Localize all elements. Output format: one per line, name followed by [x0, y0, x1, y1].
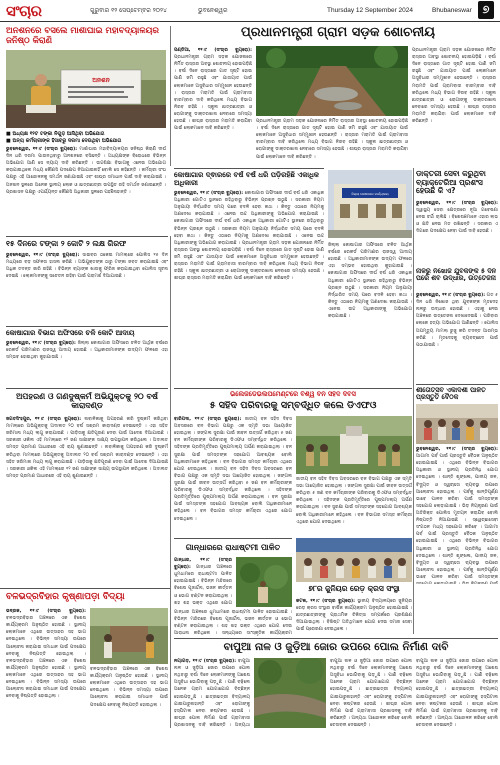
junior-text: ସ୍ଥାନୀୟ ବିଦ୍ୟାଳୟରେ ଜୁନିୟର ରେଡ଼ କ୍ରସ ସଂସ୍ଥାର ବାର୍ଷିକ କାର୍ଯ୍ୟକ୍ରମ ଅନୁଷ୍ଠିତ ହୋଇଯାଇଛି । ଛାତ୍ରଛାତ୍ରୀଙ୍କୁ ପ୍ରାଥମିକ ଚିକିତ୍ସା ସମ୍ପର୍କରେ ପ୍ରଶିକ୍ଷଣ ଦିଆଯାଇଥିଲା । ବିଶିଷ୍ଟ ଅତିଥିମାନେ ଯୋଗ ଦେଇ ସମାଜ ସେବା ପାଇଁ ପ୍ରେରଣା ଦେଇଥିଲେ । — [296, 599, 412, 633]
accused-text: ନାବାଳିକାକୁ ଅପହରଣ କରି ଦୁଷ୍କର୍ମ କରିଥିବା ମାମଲାରେ ଅଭିଯୁକ୍ତକୁ ଅଦାଲତ ୨୦ ବର୍ଷ ସଶ୍ରମ କାରାଦଣ୍ଡ ଦେଇଛନ୍ତି । ଏହା ସହିତ ଜରିମାନା ମଧ୍ୟ ଲାଗୁ କରାଯାଇଛି । ପୀଡ଼ିତାକୁ କ୍ଷତିପୂରଣ ଦେବା ପାଇଁ ଆଦେଶ ଦିଆଯାଇଛି । ସରକାରୀ ଓକିଲ ଏହି ମାମଲାରେ ୧୨ ଜଣ ସାକ୍ଷୀଙ୍କ ସାକ୍ଷ୍ୟ ଉପସ୍ଥାପନ କରିଥିଲେ । ଅଦାଲତ ସମସ୍ତ ପ୍ରମାଣ ଆଧାରରେ ଏହି ରାୟ ଶୁଣାଇଛନ୍ତି । — [6, 417, 168, 451]
farmers-photo-image — [90, 608, 168, 664]
farmers-body-col2 — [90, 666, 168, 728]
martyrs-body-col2 — [296, 476, 412, 534]
bridge-body-col1 — [174, 658, 250, 728]
bank-text: କୋଷାଗାର ଅଫିସରେ ଦୀର୍ଘ ବର୍ଷ ଧରି ଏକାଧିକ ଅଧିକାରୀ ଗୋଟିଏ ସ୍ଥାନରେ ରହିଥିବାରୁ ବିଭିନ୍ନ ପ୍ରଶ୍ନ ଉଠୁଛି । ସରକାରୀ ନିୟମ ଅନୁଯାୟୀ ନିର୍ଦ୍ଧାରିତ ସମୟ ପରେ ବଦଳି ହେବା କଥା । କିନ୍ତୁ ଏଠାରେ ନିୟମକୁ ଅଣଦେଖା କରାଯାଉଛି । ଏନେଇ ଉଚ୍ଚ ଅଧିକାରୀଙ୍କୁ ଅଭିଯୋଗ କରାଯାଇଛି । — [174, 191, 324, 218]
farmers-body — [6, 608, 86, 728]
loans-body — [6, 252, 168, 324]
stream-photo-image — [254, 658, 326, 728]
ganja-text: ଗାନ୍ଧାର ଅଞ୍ଚଳରେ ଧୁମଧାମରେ ରାଧାଷ୍ଟମୀ ପାଳିତ ହୋଇଯାଇଛି । ବିଭିନ୍ନ ମନ୍ଦିରରେ ବିଶେଷ ପୂଜାର୍ଚ୍ଚନା, ଭଜନ କୀର୍ତ୍ତନ ଓ ଭୋଗ ବଣ୍ଟନ କରାଯାଇଥିଲା । ଶହ ଶହ ଭକ୍ତ ଏଥିରେ ଯୋଗ — [174, 565, 232, 606]
pension-body — [416, 200, 498, 266]
office-sign-text: ଜିଲ୍ଲା କୋଷାଗାର କାର୍ଯ୍ୟାଳୟ — [351, 192, 389, 196]
farmers-dateline: ଭଦ୍ରକ, ୧୧।୯ (ସଂଚାର ବ୍ୟୁରୋ): — [6, 609, 86, 614]
bridge-text-col3: ବାପୁଆ ନାଳ ଓ ଜୁଡ଼ିଆ ଜୋର ଉପରେ ପୋଲ ନଥିବାରୁ ବର୍ଷା ଦିନେ ଲୋକମାନଙ୍କୁ ଅଶେଷ ଅସୁବିଧା ଭୋଗିବାକୁ ପଡ଼ୁଛି । ପାଣି ବଢ଼ିଲେ ଅନେକ ଗ୍ରାମ ଯୋଗାଯୋଗ ବିଚ୍ଛିନ୍ନ ହୋଇପଡ଼ୁଛି । ଛାତ୍ରଛାତ୍ରୀ ବିଦ୍ୟାଳୟ ଯାଇପାରୁନାହାନ୍ତି ଏବଂ ରୋଗୀଙ୍କୁ ହସ୍ପିଟାଲ ନେବା କଷ୍ଟକର ହେଉଛି । ଶୀଘ୍ର ପୋଲ ନିର୍ମାଣ ପାଇଁ ଗ୍ରାମବାସୀ ପ୍ରଶାସନକୁ ଦାବି କରିଛନ୍ତି । ଅନ୍ୟଥା ଆନ୍ଦୋଳନ କରିବେ ବୋଲି ଚେତାବନୀ ଦେଇଛନ୍ତି । — [416, 659, 498, 728]
bridge-dateline: ନୟାଗଡ଼, ୧୧।୯ (ସଂଚାର ବ୍ୟୁରୋ): — [174, 659, 237, 664]
bank-dateline: ଭୁବନେଶ୍ୱର, ୧୧।୯ (ସଂଚାର ବ୍ୟୁରୋ): — [174, 191, 244, 196]
city-english: Bhubaneswar — [432, 7, 472, 14]
bridge-body-col2 — [330, 658, 412, 728]
bridge-body-col3 — [416, 658, 498, 728]
teej-text: ଆଗାମୀ ପର୍ବ ପାଇଁ ପ୍ରସ୍ତୁତି ବୈଠକ ଅନୁଷ୍ଠିତ ହୋଇଯାଇଛି । ଏଥିରେ ବିଭିନ୍ନ ବିଭାଗର ଅଧିକାରୀ ଓ ସ୍ଥାନୀୟ ପ୍ରତିନିଧି ଯୋଗ ଦେଇଥିଲେ । ଶାନ୍ତି ଶୃଙ୍ଖଳା, ପାନୀୟ ଜଳ, ବିଦ୍ୟୁତ ଓ ସ୍ୱଚ୍ଛତା ବ୍ୟବସ୍ଥା ଉପରେ ଆଲୋଚନା ହୋଇଥିଲା । ପର୍ବକୁ ଶାନ୍ତିପୂର୍ଣ୍ଣ ଭାବେ ପାଳନ କରିବା ପାଇଁ ସମସ୍ତଙ୍କ ସହଯୋଗ ଲୋଡ଼ାଯାଇଛି । ଭିଡ଼ ନିୟନ୍ତ୍ରଣ ପାଇଁ ଅତିରିକ୍ତ ପୋଲିସ ମୁତୟନ କରାଯିବ ବୋଲି ନିଷ୍ପତ୍ତି ନିଆଯାଇଛି । ସ୍ୱେଚ୍ଛାସେବୀ ସଂଗଠନ ମଧ୍ୟ ସହଯୋଗ କରିବେ । — [416, 454, 498, 531]
farmers-photo — [90, 608, 168, 664]
pension-text: ସ୍ୱାସ୍ଥ୍ୟ ସେବା କ୍ଷେତ୍ରରେ ନୂଆ ଗବେଷଣା ନେଇ ଚର୍ଚ୍ଚା ଚାଲିଛି । ବିଶେଷଜ୍ଞମାନେ ଏହାର ଲାଭ ଓ କ୍ଷତି ନେଇ ମତ ରଖିଛନ୍ତି । ସରକାର ଏ ଦିଗରେ ପଦକ୍ଷେପ ନେବା ପାଇଁ ଦାବି ହେଉଛି । — [416, 208, 498, 235]
protest-body — [6, 146, 166, 234]
masthead — [0, 0, 500, 22]
red-cross-photo-image — [296, 538, 412, 582]
office-photo-text — [328, 242, 412, 385]
bus-headline: ନାଳରୁ ନିଖୋଜ ଯୁବକଙ୍କ ୫ ଦିନ ପରେ ଶବ ଉଦ୍ଧାର, ଉତ୍ତେଜନା — [416, 268, 497, 283]
loans-headline: ୧୫ ଦିନରେ ଟଙ୍କା ୨ କୋଟି ୨ ଲକ୍ଷ ଗିରଫ — [6, 240, 127, 248]
page-number: ୭ — [478, 1, 494, 19]
bus-text: ଗତ ୫ ଦିନ ଧରି ନିଖୋଜ ଥିବା ଯୁବକଙ୍କ ମୃତଦେହ ନାଳରୁ ଉଦ୍ଧାର ହୋଇଛି । ଏହାକୁ ନେଇ ଅଞ୍ଚଳରେ ଉତ୍ତେଜନା ଦେଖାଦେଇଛି । ପରିବାର ଲୋକେ ହତ୍ୟା ଅଭିଯୋଗ ଆଣିଛନ୍ତି । ପୋଲିସ ଅପମୃତ୍ୟୁ ମାମଲା ରୁଜୁ କରି ତଦନ୍ତ ଆରମ୍ଭ କରିଛି । ମୃତଦେହକୁ ବ୍ୟବଚ୍ଛେଦ ପାଇଁ ପଠାଯାଇଛି । — [416, 293, 498, 348]
martyrs-body — [174, 416, 292, 534]
ganja-headline: ଗାନ୍ଧାରରେ ରାଧାଷ୍ଟମୀ ପାଳିତ — [185, 543, 281, 552]
protest-photo-image — [6, 50, 166, 128]
pmgsy-text-3: ପ୍ରଧାନମନ୍ତ୍ରୀ ଗ୍ରାମ ସଡ଼କ ଯୋଜନାରେ ନିର୍ମିତ ରାସ୍ତାର ଅବସ୍ଥା ଶୋଚନୀୟ ହୋଇପଡ଼ିଛି । ବର୍ଷା ଦିନେ ରାସ୍ତାରେ ଗାତ ସୃଷ୍ଟି ହୋଇ ପାଣି ଜମି ରହୁଛି ଏବଂ ଯାତାୟାତ ପାଇଁ ଲୋକମାନେ ଅସୁବିଧାର ସମ୍ମୁଖୀନ ହେଉଛନ୍ତି । ରାସ୍ତାର ମରାମତି ପାଇଁ ଗ୍ରାମବାସୀ ବାରମ୍ବାର ଦାବି କରିଥିଲେ ମଧ୍ୟ ବିଭାଗ ନିରବ ରହିଛି । ସ୍କୁଲ ଛାତ୍ରଛାତ୍ରୀ ଓ ରୋଗୀଙ୍କୁ ଡାକ୍ତରଖାନା ନେବାରେ ସମସ୍ୟା ହେଉଛି । ଶୀଘ୍ର ରାସ୍ତାର ମରାମତି କରାଯିବା ପାଇଁ ଲୋକମାନେ ଦାବି କରିଛନ୍ତି । — [256, 119, 408, 160]
protest-photo — [6, 50, 166, 128]
teej-dateline: ଭୁବନେଶ୍ୱର, ୧୧।୯ (ସଂଚାର ବ୍ୟୁରୋ): — [416, 447, 498, 452]
road-photo-image — [256, 46, 408, 116]
bridge-text-col2: ବାପୁଆ ନାଳ ଓ ଜୁଡ଼ିଆ ଜୋର ଉପରେ ପୋଲ ନଥିବାରୁ ବର୍ଷା ଦିନେ ଲୋକମାନଙ୍କୁ ଅଶେଷ ଅସୁବିଧା ଭୋଗିବାକୁ ପଡ଼ୁଛି । ପାଣି ବଢ଼ିଲେ ଅନେକ ଗ୍ରାମ ଯୋଗାଯୋଗ ବିଚ୍ଛିନ୍ନ ହୋଇପଡ଼ୁଛି । ଛାତ୍ରଛାତ୍ରୀ ବିଦ୍ୟାଳୟ ଯାଇପାରୁନାହାନ୍ତି ଏବଂ ରୋଗୀଙ୍କୁ ହସ୍ପିଟାଲ ନେବା କଷ୍ଟକର ହେଉଛି । ଶୀଘ୍ର ପୋଲ ନିର୍ମାଣ ପାଇଁ ଗ୍ରାମବାସୀ ପ୍ରଶାସନକୁ ଦାବି କରିଛନ୍ତି । ଅନ୍ୟଥା ଆନ୍ଦୋଳନ କରିବେ ବୋଲି ଚେତାବନୀ ଦେଇଛନ୍ତି । — [330, 659, 412, 728]
protest-banner-text: ଅନଶନ — [92, 77, 110, 84]
ganja-photo-image — [236, 557, 292, 607]
pension-dateline: ଭୁବନେଶ୍ୱର, ୧୧।୯ (ସଂଚାର ବ୍ୟୁରୋ): — [416, 201, 498, 206]
accused-text-cont: ନାବାଳିକାକୁ ଅପହରଣ କରି ଦୁଷ୍କର୍ମ କରିଥିବା ମାମଲାରେ ଅଭିଯୁକ୍ତକୁ ଅଦାଲତ ୨୦ ବର୍ଷ ସଶ୍ରମ କାରାଦଣ୍ଡ ଦେଇଛନ୍ତି । ଏହା ସହିତ ଜରିମାନା ମଧ୍ୟ ଲାଗୁ କରାଯାଇଛି । ପୀଡ଼ିତାକୁ କ୍ଷତିପୂରଣ ଦେବା ପାଇଁ ଆଦେଶ ଦିଆଯାଇଛି । ସରକାରୀ ଓକିଲ ଏହି ମାମଲାରେ ୧୨ ଜଣ ସାକ୍ଷୀଙ୍କ ସାକ୍ଷ୍ୟ ଉପସ୍ଥାପନ କରିଥିଲେ । ଅଦାଲତ ସମସ୍ତ ପ୍ରମାଣ ଆଧାରରେ ଏହି ରାୟ ଶୁଣାଇଛନ୍ତି । — [6, 445, 168, 479]
protest-bullet-2: ■ ଅନ୍ୟ କର୍ମଚାରୀଙ୍କ ହିସାବରୁ ଦରମା ଦେଉଥିବା ଅଭିଯୋଗ — [6, 138, 122, 144]
teej-body — [416, 446, 498, 584]
accused-headline: ଅପହରଣ ଓ ଗଣଦୁଷ୍କର୍ମ ଅଭିଯୁକ୍ତକୁ ୨୦ ବର୍ଷ କାରାଦଣ୍ଡ — [16, 392, 158, 411]
bridge-photo — [254, 658, 326, 728]
pmgsy-text: ପ୍ରଧାନମନ୍ତ୍ରୀ ଗ୍ରାମ ସଡ଼କ ଯୋଜନାରେ ନିର୍ମିତ ରାସ୍ତାର ଅବସ୍ଥା ଶୋଚନୀୟ ହୋଇପଡ଼ିଛି । ବର୍ଷା ଦିନେ ରାସ୍ତାରେ ଗାତ ସୃଷ୍ଟି ହୋଇ ପାଣି ଜମି ରହୁଛି ଏବଂ ଯାତାୟାତ ପାଇଁ ଲୋକମାନେ ଅସୁବିଧାର ସମ୍ମୁଖୀନ ହେଉଛନ୍ତି । ରାସ୍ତାର ମରାମତି ପାଇଁ ଗ୍ରାମବାସୀ ବାରମ୍ବାର ଦାବି କରିଥିଲେ ମଧ୍ୟ ବିଭାଗ ନିରବ ରହିଛି । ସ୍କୁଲ ଛାତ୍ରଛାତ୍ରୀ ଓ ରୋଗୀଙ୍କୁ ଡାକ୍ତରଖାନା ନେବାରେ ସମସ୍ୟା ହେଉଛି । ଶୀଘ୍ର ରାସ୍ତାର ମରାମତି କରାଯିବା ପାଇଁ ଲୋକମାନେ ଦାବି କରିଛନ୍ତି । — [174, 55, 252, 132]
protest-text: ମାର୍ଶାଘାଇ ମହାବିଦ୍ୟାଳୟର ଜନିଷ୍ଠ କିରାଣି ଦୀର୍ଘ ଦିନ ଧରି ଦରମା ପାଉନଥିବାରୁ ଅନଶନରେ ବସିଛନ୍ତି । ଅଧ୍ୟକ୍ଷଙ୍କ ବିରୋଧରେ ବିଭିନ୍ନ ଅଭିଯୋଗ ଆଣି ସେ ନ୍ୟାୟ ଦାବି କରିଛନ୍ତି । ଉଚ୍ଚଶିକ୍ଷା ବିଭାଗକୁ ଏନେଇ ଅଭିଯୋଗ କରାଯାଇଥିଲେ ମଧ୍ୟ କୌଣସି ପଦକ୍ଷେପ ନିଆଯାଇନାହିଁ ବୋଲି ସେ କହିଛନ୍ତି । କର୍ମଚାରୀ ସଂଘ ପକ୍ଷରୁ ଏହି ଆନ୍ଦୋଳନକୁ ସମର୍ଥନ ଜଣାଯାଇଛି ଏବଂ ଶୀଘ୍ର ସମାଧାନ ପାଇଁ ଦାବି କରାଯାଇଛି । ଅନଶନ ସ୍ଥଳରେ ଅନେକ ସ୍ଥାନୀୟ ଲୋକ ଓ ଛାତ୍ରଛାତ୍ରୀ ଉପସ୍ଥିତ ରହି ସମର୍ଥନ ଜଣାଇଛନ୍ତି । ପ୍ରଶାସନ ପକ୍ଷରୁ ଏପର୍ଯ୍ୟନ୍ତ କୌଣସି ଅଧିକାରୀ ସ୍ଥଳରେ ପହଞ୍ଚିନାହାନ୍ତି । — [6, 147, 166, 195]
date-odia: ଗୁରୁବାର ୧୨ ସେପ୍ଟେମ୍ବର ୨୦୨୪ — [90, 7, 167, 14]
ganja-text-col2: ଗାନ୍ଧାର ଅଞ୍ଚଳରେ ଧୁମଧାମରେ ରାଧାଷ୍ଟମୀ ପାଳିତ ହୋଇଯାଇଛି । ବିଭିନ୍ନ ମନ୍ଦିରରେ ବିଶେଷ ପୂଜାର୍ଚ୍ଚନା, ଭଜନ କୀର୍ତ୍ତନ ଓ ଭୋଗ ବଣ୍ଟନ କରାଯାଇଥିଲା । ଶହ ଶହ ଭକ୍ତ ଏଥିରେ ଯୋଗ ଦେଇ ଆରାଧନା କରିଥିଲେ । ସନ୍ଧ୍ୟାରେ ସାଂସ୍କୃତିକ କାର୍ଯ୍ୟକ୍ରମ — [174, 610, 292, 636]
office-headline: କୋଷାଗାର ବିଭାଗ ଅଫିସରେ ଚଳି କୋଟି ଆଦାୟ — [6, 329, 135, 337]
office-photo-text-1: ଜିଲ୍ଲା କୋଷାଗାର ଅଫିସରେ ଚଳିତ ଆର୍ଥିକ ବର୍ଷରେ ରେକର୍ଡ ପରିମାଣର ରାଜସ୍ୱ ଆଦାୟ ହୋଇଛି । ଅଧିକାରୀମାନଙ୍କ ଉଦ୍ୟମ ଫଳରେ ଏହା ସମ୍ଭବ ହୋଇଥିବା କୁହାଯାଉଛି । — [328, 243, 412, 270]
martyrs-text-col2: ଜାତୀୟ ବନ ସହିଦ ଦିବସ ଅବସରରେ ବନ ବିଭାଗ ପକ୍ଷରୁ ଏକ ସ୍ମୃତି ସଭା ଆୟୋଜିତ ହୋଇଥିଲା । ଜଙ୍ଗଲ ସୁରକ୍ଷା ପାଇଁ ଜୀବନ ଉତ୍ସର୍ଗ କରିଥିବା ୫ ଜଣ ବନ କର୍ମଚାରୀଙ୍କ ପରିବାରକୁ ଡିଏଫଓ ସମ୍ବର୍ଦ୍ଧିତ କରିଥିଲେ । ସହିଦଙ୍କ ପ୍ରତିମୂର୍ତ୍ତିରେ ପୁଷ୍ପମାଲ୍ୟ ଅର୍ପଣ କରାଯାଇଥିଲା । ବନ ସୁରକ୍ଷା ପାଇଁ ସମସ୍ତଙ୍କ ସହଯୋଗ ଆବଶ୍ୟକ ବୋଲି ଅଧିକାରୀମାନେ କହିଥିଲେ । ବନ ବିଭାଗର ସମସ୍ତ କର୍ମଚାରୀ ଏଥିରେ ଯୋଗ ଦେଇଥିଲେ । — [296, 477, 412, 525]
junior-photo — [296, 538, 412, 582]
office-dateline: ଭୁବନେଶ୍ୱର, ୧୧।୯ (ସଂଚାର ବ୍ୟୁରୋ): — [6, 341, 76, 346]
farmers-headline: ବଳଭଦ୍ରବିହାର କୃଷ୍ଣାପଡ଼ା ବିଦ୍ୟା — [6, 592, 125, 602]
bank-text-cont: କୋଷାଗାର ଅଫିସରେ ଦୀର୍ଘ ବର୍ଷ ଧରି ଏକାଧିକ ଅଧିକାରୀ ଗୋଟିଏ ସ୍ଥାନରେ ରହିଥିବାରୁ ବିଭିନ୍ନ ପ୍ରଶ୍ନ ଉଠୁଛି । ସରକାରୀ ନିୟମ ଅନୁଯାୟୀ ନିର୍ଦ୍ଧାରିତ ସମୟ ପରେ ବଦଳି ହେବା କଥା । କିନ୍ତୁ ଏଠାରେ ନିୟମକୁ ଅଣଦେଖା କରାଯାଉଛି । ଏନେଇ ଉଚ୍ଚ ଅଧିକାରୀଙ୍କୁ ଅଭିଯୋଗ କରାଯାଇଛି । — [174, 219, 324, 246]
martyrs-dateline: ବାରିପଦା, ୧୧।୯ (ସଂଚାର ବ୍ୟୁରୋ): — [174, 417, 242, 422]
pension-headline: ଡାକ୍ତରୀ ସେବା କରୁଥିବା ବ୍ୟାକ୍ଟେରିଆ ପ୍ରଶଂସ ହେଉଛି କି ଏ? — [416, 170, 486, 196]
bank-headline: କୋଷାଗାର ଦ୍ଵାରରେ ବର୍ଷ ବର୍ଷ ଧରି ପଡ଼ିରହିଛି ଏକାଧିକ ଅଧିକାରୀ — [174, 171, 319, 188]
protest-headline: ଅନଶନରେ ବସିଲେ ମାର୍ଶାଘାଇ ମହାବିଦ୍ୟାଳୟର ଜନିଷ୍ଠ କିରାଣି — [6, 27, 159, 46]
loans-dateline: ଭୁବନେଶ୍ୱର, ୧୧।୯ (ସଂଚାର ବ୍ୟୁରୋ): — [6, 253, 80, 258]
ceremony-photo-image — [296, 416, 412, 474]
newspaper-logo: ସଂଚାର — [6, 2, 42, 20]
date-english: Thursday 12 September 2024 — [327, 7, 413, 14]
farmers-text-cont: ବଳଭଦ୍ରବିହାର ଅଞ୍ଚଳରେ ଏକ ବିଶେଷ କାର୍ଯ୍ୟକ୍ରମ ଅନୁଷ୍ଠିତ ହୋଇଛି । ସ୍ଥାନୀୟ ଲୋକମାନେ ଏଥିରେ ଉତ୍ସାହର ସହ ଭାଗ ନେଇଥିଲେ । ବିଭିନ୍ନ ସମସ୍ୟା ଉପରେ ଆଲୋଚନା କରାଯାଇ ସମାଧାନ ପାଇଁ ପଦକ୍ଷେପ ନେବାକୁ ନିଷ୍ପତ୍ତି ହୋଇଥିଲା । — [6, 658, 86, 700]
bank-text-cont2: ପ୍ରଧାନମନ୍ତ୍ରୀ ଗ୍ରାମ ସଡ଼କ ଯୋଜନାରେ ନିର୍ମିତ ରାସ୍ତାର ଅବସ୍ଥା ଶୋଚନୀୟ ହୋଇପଡ଼ିଛି । ବର୍ଷା ଦିନେ ରାସ୍ତାରେ ଗାତ ସୃଷ୍ଟି ହୋଇ ପାଣି ଜମି ରହୁଛି ଏବଂ ଯାତାୟାତ ପାଇଁ ଲୋକମାନେ ଅସୁବିଧାର ସମ୍ମୁଖୀନ ହେଉଛନ୍ତି । ରାସ୍ତାର ମରାମତି ପାଇଁ ଗ୍ରାମବାସୀ ବାରମ୍ବାର ଦାବି କରିଥିଲେ ମଧ୍ୟ ବିଭାଗ ନିରବ ରହିଛି । ସ୍କୁଲ ଛାତ୍ରଛାତ୍ରୀ ଓ ରୋଗୀଙ୍କୁ ଡାକ୍ତରଖାନା ନେବାରେ ସମସ୍ୟା ହେଉଛି । ଶୀଘ୍ର ରାସ୍ତାର ମରାମତି କରାଯିବା ପାଇଁ ଲୋକମାନେ ଦାବି କରିଛନ୍ତି । — [174, 240, 324, 282]
bus-body — [416, 292, 498, 382]
martyrs-photo — [296, 416, 412, 474]
loans-text: ସାଇବର ଠକେଇ ମାମଲାରେ ପୋଲିସ ୧୫ ଦିନ ମଧ୍ୟରେ ବଡ଼ ସଫଳତା ହାସଲ କରିଛି । ଅଭିଯୁକ୍ତଙ୍କ ଠାରୁ ଟଙ୍କା ଜବତ କରାଯାଇଛି ଏବଂ ଅଧିକ ତଦନ୍ତ ଜାରି ରହିଛି । ବିଭିନ୍ନ ବ୍ୟାଙ୍କ ଖାତାକୁ ଫ୍ରିଜ କରାଯାଇଥିବା ପୋଲିସ ସୂଚନା ଦେଇଛି । ଲୋକମାନଙ୍କୁ ସଚେତନ ରହିବା ପାଇଁ ପରାମର୍ଶ ଦିଆଯାଇଛି । — [6, 253, 168, 280]
bus-dateline: ଭୁବନେଶ୍ୱର, ୧୧।୯ (ସଂଚାର ବ୍ୟୁରୋ): — [416, 293, 486, 298]
pmgsy-body-col2 — [412, 47, 496, 167]
bridge-text: ବାପୁଆ ନାଳ ଓ ଜୁଡ଼ିଆ ଜୋର ଉପରେ ପୋଲ ନଥିବାରୁ ବର୍ଷା ଦିନେ ଲୋକମାନଙ୍କୁ ଅଶେଷ ଅସୁବିଧା ଭୋଗିବାକୁ ପଡ଼ୁଛି । ପାଣି ବଢ଼ିଲେ ଅନେକ ଗ୍ରାମ ଯୋଗାଯୋଗ ବିଚ୍ଛିନ୍ନ ହୋଇପଡ଼ୁଛି । ଛାତ୍ରଛାତ୍ରୀ ବିଦ୍ୟାଳୟ ଯାଇପାରୁନାହାନ୍ତି ଏବଂ ରୋଗୀଙ୍କୁ ହସ୍ପିଟାଲ ନେବା କଷ୍ଟକର ହେଉଛି । ଶୀଘ୍ର ପୋଲ ନିର୍ମାଣ ପାଇଁ ଗ୍ରାମବାସୀ ପ୍ରଶାସନକୁ ଦାବି କରିଛନ୍ତି । ଅନ୍ୟଥା — [174, 659, 250, 728]
office-text: ଜିଲ୍ଲା କୋଷାଗାର ଅଫିସରେ ଚଳିତ ଆର୍ଥିକ ବର୍ଷରେ ରେକର୍ଡ ପରିମାଣର ରାଜସ୍ୱ ଆଦାୟ ହୋଇଛି । ଅଧିକାରୀମାନଙ୍କ ଉଦ୍ୟମ ଫଳରେ ଏହା ସମ୍ଭବ ହୋଇଥିବା କୁହାଯାଉଛି । — [6, 341, 168, 361]
office-building-image — [328, 170, 412, 238]
ganja-body-col2 — [174, 609, 292, 636]
office-photo-text-2: କୋଷାଗାର ଅଫିସରେ ଦୀର୍ଘ ବର୍ଷ ଧରି ଏକାଧିକ ଅଧିକାରୀ ଗୋଟିଏ ସ୍ଥାନରେ ରହିଥିବାରୁ ବିଭିନ୍ନ ପ୍ରଶ୍ନ ଉଠୁଛି । ସରକାରୀ ନିୟମ ଅନୁଯାୟୀ ନିର୍ଦ୍ଧାରିତ ସମୟ ପରେ ବଦଳି ହେବା କଥା । କିନ୍ତୁ ଏଠାରେ ନିୟମକୁ ଅଣଦେଖା କରାଯାଉଛି । ଏନେଇ ଉଚ୍ଚ ଅଧିକାରୀଙ୍କୁ ଅଭିଯୋଗ କରାଯାଇଛି । — [328, 271, 412, 320]
meeting-photo-image — [416, 404, 498, 444]
ganja-body-col1 — [174, 557, 232, 607]
martyrs-kicker: ଭିଲେଜଡେଭଲପମେଣ୍ଟରେ ବିଶ୍ୱ ବନ ସହିଦ ଦିବସ — [230, 391, 356, 398]
protest-dateline: ଭୁବନେଶ୍ୱର, ୧୧।୯ (ସଂଚାର ବ୍ୟୁରୋ): — [6, 147, 78, 152]
office-photo — [328, 170, 412, 238]
city-odia: ଭୁବନେଶ୍ୱର — [198, 7, 228, 14]
ganja-photo — [236, 557, 292, 607]
protest-bullet-1: ■ ଅଧ୍ୟକ୍ଷ ୧୨ଟ ଟଙ୍କା ନିଗୁଡ଼ ଆସିଥିବା ଅଭିଯୋଗ — [6, 131, 105, 137]
pmgsy-body-col1 — [174, 47, 252, 167]
pmgsy-photo — [256, 46, 408, 116]
martyrs-text-cont: ଜାତୀୟ ବନ ସହିଦ ଦିବସ ଅବସରରେ ବନ ବିଭାଗ ପକ୍ଷରୁ ଏକ ସ୍ମୃତି ସଭା ଆୟୋଜିତ ହୋଇଥିଲା । ଜଙ୍ଗଲ ସୁରକ୍ଷା ପାଇଁ ଜୀବନ ଉତ୍ସର୍ଗ କରିଥିବା ୫ ଜଣ ବନ କର୍ମଚାରୀଙ୍କ ପରିବାରକୁ ଡିଏଫଓ ସମ୍ବର୍ଦ୍ଧିତ କରିଥିଲେ । ସହିଦଙ୍କ ପ୍ରତିମୂର୍ତ୍ତିରେ ପୁଷ୍ପମାଲ୍ୟ ଅର୍ପଣ କରାଯାଇଥିଲା । ବନ ସୁରକ୍ଷା ପାଇଁ ସମସ୍ତଙ୍କ ସହଯୋଗ ଆବଶ୍ୟକ ବୋଲି ଅଧିକାରୀମାନେ କହିଥିଲେ । ବନ ବିଭାଗର ସମସ୍ତ କର୍ମଚାରୀ ଏଥିରେ ଯୋଗ ଦେଇଥିଲେ । — [174, 466, 292, 522]
bank-body — [174, 190, 324, 385]
farmers-text: ବଳଭଦ୍ରବିହାର ଅଞ୍ଚଳରେ ଏକ ବିଶେଷ କାର୍ଯ୍ୟକ୍ରମ ଅନୁଷ୍ଠିତ ହୋଇଛି । ସ୍ଥାନୀୟ ଲୋକମାନେ ଏଥିରେ ଉତ୍ସାହର ସହ ଭାଗ ନେଇଥିଲେ । ବିଭିନ୍ନ ସମସ୍ୟା ଉପରେ ଆଲୋଚନା କରାଯାଇ ସମାଧାନ ପାଇଁ ପଦକ୍ଷେପ ନେବାକୁ ନିଷ୍ପତ୍ତି ହୋଇଥିଲା । — [6, 616, 86, 657]
teej-text-cont: ଆଗାମୀ ପର୍ବ ପାଇଁ ପ୍ରସ୍ତୁତି ବୈଠକ ଅନୁଷ୍ଠିତ ହୋଇଯାଇଛି । ଏଥିରେ ବିଭିନ୍ନ ବିଭାଗର ଅଧିକାରୀ ଓ ସ୍ଥାନୀୟ ପ୍ରତିନିଧି ଯୋଗ ଦେଇଥିଲେ । ଶାନ୍ତି ଶୃଙ୍ଖଳା, ପାନୀୟ ଜଳ, ବିଦ୍ୟୁତ ଓ ସ୍ୱଚ୍ଛତା ବ୍ୟବସ୍ଥା ଉପରେ ଆଲୋଚନା ହୋଇଥିଲା । ପର୍ବକୁ ଶାନ୍ତିପୂର୍ଣ୍ଣ ଭାବେ ପାଳନ କରିବା ପାଇଁ ସମସ୍ତଙ୍କ — [416, 525, 498, 580]
junior-body — [296, 598, 412, 636]
farmers-text-col2: ବଳଭଦ୍ରବିହାର ଅଞ୍ଚଳରେ ଏକ ବିଶେଷ କାର୍ଯ୍ୟକ୍ରମ ଅନୁଷ୍ଠିତ ହୋଇଛି । ସ୍ଥାନୀୟ ଲୋକମାନେ ଏଥିରେ ଉତ୍ସାହର ସହ ଭାଗ ନେଇଥିଲେ । ବିଭିନ୍ନ ସମସ୍ୟା ଉପରେ ଆଲୋଚନା କରାଯାଇ ସମାଧାନ ପାଇଁ ପଦକ୍ଷେପ ନେବାକୁ ନିଷ୍ପତ୍ତି ହୋଇଥିଲା । — [90, 667, 168, 708]
junior-headline: ୭୮ର ଜୁନିୟର ରେଡ଼ କ୍ରସ ସଂସ୍ଥା — [308, 585, 400, 593]
pmgsy-text-2: ପ୍ରଧାନମନ୍ତ୍ରୀ ଗ୍ରାମ ସଡ଼କ ଯୋଜନାରେ ନିର୍ମିତ ରାସ୍ତାର ଅବସ୍ଥା ଶୋଚନୀୟ ହୋଇପଡ଼ିଛି । ବର୍ଷା ଦିନେ ରାସ୍ତାରେ ଗାତ ସୃଷ୍ଟି ହୋଇ ପାଣି ଜମି ରହୁଛି ଏବଂ ଯାତାୟାତ ପାଇଁ ଲୋକମାନେ ଅସୁବିଧାର ସମ୍ମୁଖୀନ ହେଉଛନ୍ତି । ରାସ୍ତାର ମରାମତି ପାଇଁ ଗ୍ରାମବାସୀ ବାରମ୍ବାର ଦାବି କରିଥିଲେ ମଧ୍ୟ ବିଭାଗ ନିରବ ରହିଛି । ସ୍କୁଲ ଛାତ୍ରଛାତ୍ରୀ ଓ ରୋଗୀଙ୍କୁ ଡାକ୍ତରଖାନା ନେବାରେ ସମସ୍ୟା ହେଉଛି । ଶୀଘ୍ର ରାସ୍ତାର ମରାମତି କରାଯିବା ପାଇଁ ଲୋକମାନେ ଦାବି କରିଛନ୍ତି । — [412, 48, 496, 125]
office-body — [6, 340, 168, 386]
teej-photo — [416, 404, 498, 444]
ganja-dateline: ଗାନ୍ଧାର, ୧୧।୯ (ସଂଚାର ବ୍ୟୁରୋ): — [174, 558, 232, 571]
accused-body — [6, 416, 168, 584]
martyrs-headline: ୫ ସହିଦ ପରିବାରକୁ ସମ୍ବର୍ଦ୍ଧିତ କଲେ ଡିଏଫଓ — [209, 401, 377, 411]
accused-dateline: ଜଗତସିଂହପୁର, ୧୧।୯ (ସଂଚାର ବ୍ୟୁରୋ): — [6, 417, 82, 422]
martyrs-text: ଜାତୀୟ ବନ ସହିଦ ଦିବସ ଅବସରରେ ବନ ବିଭାଗ ପକ୍ଷରୁ ଏକ ସ୍ମୃତି ସଭା ଆୟୋଜିତ ହୋଇଥିଲା । ଜଙ୍ଗଲ ସୁରକ୍ଷା ପାଇଁ ଜୀବନ ଉତ୍ସର୍ଗ କରିଥିବା ୫ ଜଣ ବନ କର୍ମଚାରୀଙ୍କ ପରିବାରକୁ ଡିଏଫଓ ସମ୍ବର୍ଦ୍ଧିତ କରିଥିଲେ । ସହିଦଙ୍କ ପ୍ରତିମୂର୍ତ୍ତିରେ ପୁଷ୍ପମାଲ୍ୟ ଅର୍ପଣ କରାଯାଇଥିଲା । ବନ ସୁରକ୍ଷା ପାଇଁ ସମସ୍ତଙ୍କ ସହଯୋଗ ଆବଶ୍ୟକ ବୋଲି ଅଧିକାରୀମାନେ କହିଥିଲେ । ବନ ବିଭାଗର ସମସ୍ତ କର୍ମଚାରୀ ଏଥିରେ ଯୋଗ ଦେଇଥିଲେ । — [174, 417, 292, 472]
pmgsy-under-photo-text — [256, 118, 408, 166]
bridge-headline: ବାପୁଆ ନାଳ ଓ ଜୁଡ଼ିଆ ଜୋର ଉପରେ ପୋଲ ନିର୍ମାଣ ଦାବି — [223, 641, 449, 653]
junior-dateline: କଟକ, ୧୧।୯ (ସଂଚାର ବ୍ୟୁରୋ): — [296, 599, 355, 604]
pmgsy-dateline: ପଣ୍ଡିଆ, ୧୧।୯ (ସଂଚାର ବ୍ୟୁରୋ): — [174, 48, 252, 53]
pmgsy-headline: ପ୍ରଧାନମନ୍ତ୍ରୀ ଗ୍ରାମ ସଡ଼କ ଶୋଚନୀୟ — [241, 26, 435, 40]
teej-headline: ଶୀତୋତ୍ସବ ଏକାଦଶୀ ପାଳିତ ପ୍ରସ୍ତୁତି ବୈଠକ — [416, 387, 486, 402]
